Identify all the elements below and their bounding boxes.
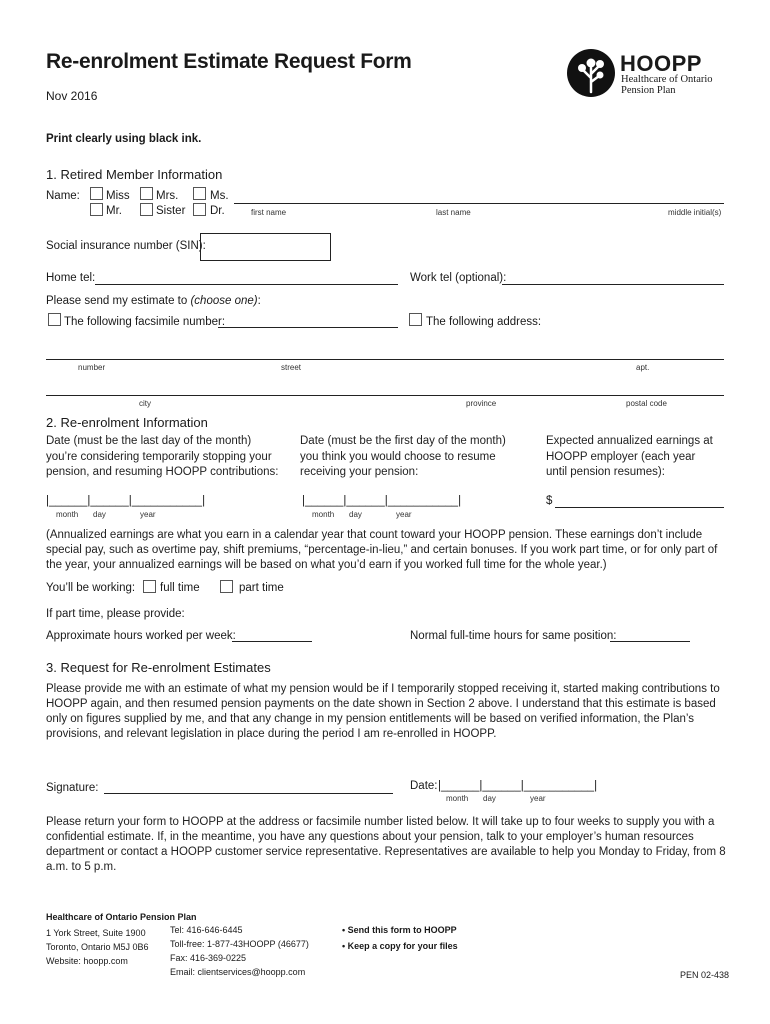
section1-heading: 1. Retired Member Information	[46, 167, 223, 182]
send-estimate-suffix: :	[257, 295, 261, 307]
footer-tollfree: Toll-free: 1-877-43HOOPP (46677)	[170, 939, 309, 949]
earnings-input-line[interactable]	[555, 507, 724, 508]
footer-email[interactable]: Email: clientservices@hoopp.com	[170, 967, 306, 977]
resume-month-caption: month	[312, 510, 335, 519]
logo-subtitle	[621, 74, 713, 96]
part-time-label: part time	[239, 582, 284, 594]
work-tel-input-line[interactable]	[502, 284, 724, 285]
form-code: PEN 02-438	[680, 970, 730, 980]
logo-sub-line-1: Healthcare of Ontario	[621, 74, 713, 85]
address-line-2[interactable]	[46, 395, 724, 396]
miss-checkbox[interactable]	[90, 187, 103, 200]
logo-name: HOOPP	[620, 51, 702, 76]
bullet-keep-copy-text: Keep a copy for your files	[347, 941, 458, 951]
mr-checkbox[interactable]	[90, 203, 103, 216]
footer-fax: Fax: 416-369-0225	[170, 953, 247, 963]
approx-hours-label: Approximate hours worked per week:	[46, 630, 236, 642]
instruction-text: Print clearly using black ink.	[46, 133, 202, 145]
approx-hours-input-line[interactable]	[232, 641, 312, 642]
col2-line-2: you think you would choose to resume	[300, 450, 496, 463]
part-time-prompt: If part time, please provide:	[46, 608, 185, 620]
stop-date-field[interactable]: |______|______|___________|	[46, 495, 206, 507]
footer-tel: Tel: 416-646-6445	[170, 925, 243, 935]
col1-line-2: you’re considering temporarily stopping your	[46, 450, 272, 463]
sin-label: Social insurance number (SIN):	[46, 240, 206, 252]
resume-day-caption: day	[349, 510, 362, 519]
logo-sub-line-2: Pension Plan	[621, 85, 676, 96]
mr-label: Mr.	[106, 205, 122, 217]
col1-line-1: Date (must be the last day of the month)	[46, 435, 252, 447]
stop-date-description	[46, 434, 278, 481]
dollar-sign: $	[546, 495, 553, 507]
resume-date-description	[300, 434, 506, 481]
fax-option-label: The following facsimile number:	[64, 316, 226, 328]
name-input-line[interactable]	[234, 203, 724, 204]
fax-input-line[interactable]	[218, 327, 398, 328]
street-caption: street	[281, 363, 302, 372]
hoopp-logo-icon	[566, 48, 616, 103]
col3-line-2: HOOPP employer (each year	[546, 450, 696, 463]
footer-address-2: Toronto, Ontario M5J 0B6	[46, 942, 149, 952]
send-estimate-italic: (choose one)	[190, 295, 258, 307]
sister-checkbox[interactable]	[140, 203, 153, 216]
resume-year-caption: year	[396, 510, 412, 519]
fax-checkbox[interactable]	[48, 313, 61, 326]
ms-checkbox[interactable]	[193, 187, 206, 200]
col3-line-3: until pension resumes):	[546, 466, 665, 478]
normal-hours-input-line[interactable]	[610, 641, 690, 642]
dr-checkbox[interactable]	[193, 203, 206, 216]
signature-input-line[interactable]	[104, 793, 393, 794]
work-tel-label: Work tel (optional):	[410, 272, 507, 284]
col2-line-3: receiving your pension:	[300, 466, 419, 478]
estimate-request-paragraph: Please provide me with an estimate of what my pension would be if I temporarily stopped receiving it, started making contributions to HOOPP again, and then resumed pension payments on the date shown in Section 2 above. I understand that this estimate is based only on figures supplied by me, and that any change in my pension entitlements will be based on verified information, the Plan’s provisions, and relevant legislation in place during the period I am re-enrolled in HOOPP.	[46, 683, 720, 740]
sister-label: Sister	[156, 205, 186, 217]
col2-line-1: Date (must be the first day of the month)	[300, 435, 506, 447]
postal-code-caption: postal code	[626, 399, 667, 408]
stop-month-caption: month	[56, 510, 79, 519]
miss-label: Miss	[106, 190, 130, 202]
send-estimate-prefix: Please send my estimate to	[46, 295, 191, 307]
col1-line-3: pension, and resuming HOOPP contributions:	[46, 466, 279, 478]
date-label: Date:	[410, 780, 438, 792]
col3-line-1: Expected annualized earnings at	[546, 435, 713, 447]
dr-label: Dr.	[210, 205, 225, 217]
sig-month-caption: month	[446, 794, 469, 803]
form-date: Nov 2016	[46, 89, 98, 103]
address-option-label: The following address:	[426, 316, 542, 328]
working-label: You’ll be working:	[46, 582, 136, 594]
sig-year-caption: year	[530, 794, 546, 803]
footer-org-name: Healthcare of Ontario Pension Plan	[46, 912, 197, 922]
section3-heading: 3. Request for Re-enrolment Estimates	[46, 660, 271, 675]
form-title: Re-enrolment Estimate Request Form	[46, 50, 412, 73]
bullet-keep-copy: • Keep a copy for your files	[342, 941, 458, 951]
signature-date-field[interactable]: |______|______|___________|	[438, 780, 598, 792]
normal-hours-label: Normal full-time hours for same position:	[410, 630, 617, 642]
send-estimate-label	[46, 295, 261, 307]
stop-year-caption: year	[140, 510, 156, 519]
full-time-label: full time	[160, 582, 200, 594]
bullet-send-form-text: Send this form to HOOPP	[347, 925, 457, 935]
middle-initials-caption: middle initial(s)	[668, 208, 722, 217]
mrs-checkbox[interactable]	[140, 187, 153, 200]
section2-heading: 2. Re-enrolment Information	[46, 415, 208, 430]
ms-label: Ms.	[210, 190, 229, 202]
resume-date-field[interactable]: |______|______|___________|	[302, 495, 462, 507]
apt-caption: apt.	[636, 363, 650, 372]
home-tel-label: Home tel:	[46, 272, 96, 284]
annualized-earnings-note: (Annualized earnings are what you earn in a calendar year that count toward your HOOPP pension. These earnings don’t include special pay, such as overtime pay, shift premiums, “percentage-in-lieu,” and certain bonuses. If you work part time, or for only part of the year, your annualized earnings will be based on what you’d earn if you worked full time for the whole year.)	[46, 529, 718, 571]
return-instructions-paragraph: Please return your form to HOOPP at the address or facsimile number listed below. It will take up to four weeks to supply you with a confidential estimate. If, in the meantime, you have any questions about your pension, talk to your employer’s human resources department or contact a HOOPP customer service representative. Representatives are available to help you Monday to Friday, from 8 a.m. to 5 p.m.	[46, 816, 726, 873]
last-name-caption: last name	[436, 208, 471, 217]
name-label: Name:	[46, 190, 80, 202]
sig-day-caption: day	[483, 794, 496, 803]
bullet-send-form: • Send this form to HOOPP	[342, 925, 457, 935]
first-name-caption: first name	[251, 208, 287, 217]
footer-website[interactable]: Website: hoopp.com	[46, 956, 128, 966]
stop-day-caption: day	[93, 510, 106, 519]
footer-address-1: 1 York Street, Suite 1900	[46, 928, 146, 938]
part-time-checkbox[interactable]	[220, 580, 233, 593]
address-checkbox[interactable]	[409, 313, 422, 326]
home-tel-input-line[interactable]	[95, 284, 398, 285]
number-caption: number	[78, 363, 106, 372]
signature-label: Signature:	[46, 782, 99, 794]
province-caption: province	[466, 399, 497, 408]
full-time-checkbox[interactable]	[143, 580, 156, 593]
address-line-1[interactable]	[46, 359, 724, 360]
mrs-label: Mrs.	[156, 190, 179, 202]
earnings-description	[546, 434, 713, 481]
city-caption: city	[139, 399, 151, 408]
sin-input-box[interactable]	[200, 233, 331, 261]
